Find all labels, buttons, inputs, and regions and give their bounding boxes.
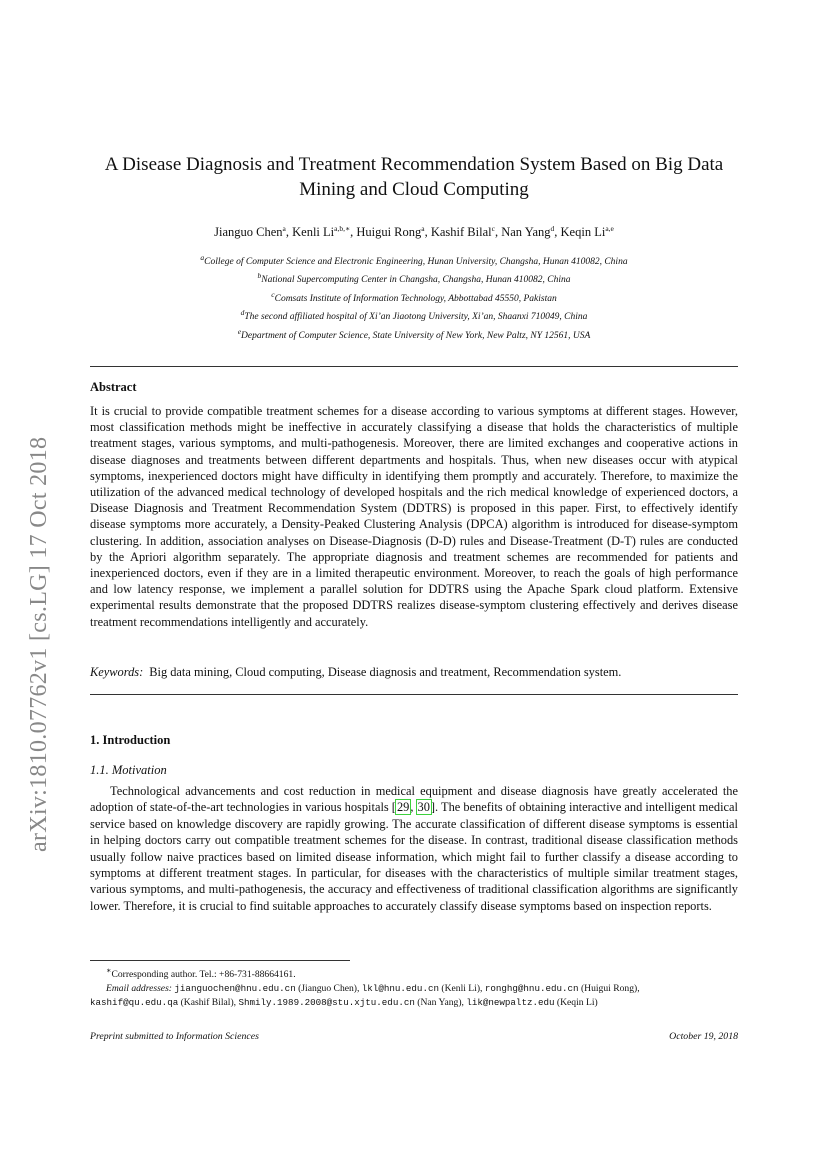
email-link[interactable]: lkl@hnu.edu.cn — [361, 983, 439, 995]
email-link[interactable]: ronghg@hnu.edu.cn — [484, 983, 579, 995]
keywords-text: Big data mining, Cloud computing, Disease diagnosis and treatment, Recommendation system. — [149, 665, 622, 679]
footer-preprint-note: Preprint submitted to Information Sciences — [90, 1031, 259, 1042]
footnote-rule — [90, 960, 350, 961]
corresponding-author-note: ∗Corresponding author. Tel.: +86-731-88664161. — [106, 966, 296, 981]
author-list — [90, 221, 738, 240]
keywords-line — [90, 664, 738, 680]
email-addresses: Email addresses: jianguochen@hnu.edu.cn (Jianguo Chen), lkl@hnu.edu.cn (Kenli Li), ronghg@hnu.edu.cn (Huigui Rong), — [106, 983, 640, 995]
arxiv-identifier: arXiv:1810.07762v1 [cs.LG] 17 Oct 2018 — [26, 436, 52, 852]
citation-link[interactable]: 29 — [396, 800, 410, 815]
affiliation-list — [90, 251, 738, 343]
author: Kenli $Li^{a,b,∗}$, — [292, 224, 357, 240]
subsection-heading: 1.1. Motivation — [90, 763, 167, 777]
email-addresses-cont: kashif@qu.edu.qa (Kashif Bilal), Shmily.1989.2008@stu.xjtu.edu.cn (Nan Yang), lik@newpaltz.edu (Keqin Li) — [90, 997, 598, 1009]
author: Keqin Li$^{a,e}$ — [560, 224, 614, 240]
footer-date: October 19, 2018 — [669, 1031, 738, 1042]
email-link[interactable]: jianguochen@hnu.edu.cn — [174, 983, 296, 995]
paper-title: A Disease Diagnosis and Treatment Recommendation System Based on Big Data Mining and Cloud Computing — [104, 154, 724, 200]
keywords-label: Keywords: — [90, 665, 144, 679]
affiliation: $^e$Department of Computer Science, State University of New York, New Paltz, NY 12561, USA — [237, 326, 591, 341]
footnote — [90, 964, 738, 1010]
abstract-bottom-rule — [90, 694, 738, 695]
abstract-top-rule — [90, 366, 738, 367]
author: Kashif Bilal$^c$, — [430, 224, 502, 240]
citation-link[interactable]: 30 — [417, 800, 430, 815]
arxiv-side-stamp — [24, 362, 54, 852]
introduction-paragraph: Technological advancements and cost reduction in medical equipment and disease diagnosis have greatly accelerated the adoption of state-of-the-art technologies in various hospitals [29, 30]. The benefits of obtaining interactive and intelligent medical service based on knowledge discovery are rapidly growing. The accurate classification of different disease symptoms is essential in helping doctors carry out compatible treatment schemes for the disease. In contrast, traditional disease classification methods usually follow naive practices based on limited disease information, which might fail to further classify a disease according to symptoms at different treatment stages. In particular, for diseases with the characteristics of multiple similar treatment stages, various symptoms, and multi-pathogenesis, the accuracy and effectiveness of traditional classification algorithms are significantly lower. Therefore, it is crucial to find suitable approaches to accurately classify disease symptoms based on inspection reports. — [90, 784, 738, 913]
section-heading: 1. Introduction — [90, 733, 171, 747]
abstract-text: It is crucial to provide compatible treatment schemes for a disease according to various symptoms at different stages. However, most classification methods might be ineffective in accurately classifying a disease that holds the characteristics of multiple treatment stages, various symptoms, and multi-pathogenesis. Moreover, there are limited exchanges and cooperative actions in disease diagnoses and treatments between different departments and hospitals. Thus, when new diseases occur with atypical symptoms, inexperienced doctors might have difficulty in identifying them promptly and accurately. Therefore, to maximize the utilization of the advanced medical technology of developed hospitals and the rich medical knowledge of experienced doctors, a Disease Diagnosis and Treatment Recommendation System (DDTRS) is proposed in this paper. First, to effectively identify disease symptoms more accurately, a Density-Peaked Clustering Analysis (DPCA) algorithm is introduced for disease-symptom clustering. In addition, association analyses on Disease-Diagnosis (D-D) rules and Disease-Treatment (D-T) rules are conducted by the Apriori algorithm separately. The appropriate diagnosis and treatment schemes are recommended for patients and inexperienced doctors, even if they are in a limited therapeutic environment. Moreover, to reach the goals of high performance and low latency response, we implement a parallel solution for DDTRS using the Apache Spark cloud platform. Extensive experimental results demonstrate that the proposed DDTRS realizes disease-symptom clustering effectively and derives disease treatment recommendations intelligently and accurately. — [90, 404, 738, 629]
affiliation: $^a$College of Computer Science and Electronic Engineering, Hunan University, Changsha, Hunan 410082, China — [200, 253, 628, 268]
email-link[interactable]: kashif@qu.edu.qa — [90, 997, 179, 1009]
author: Jianguo Chen$^a$, — [214, 224, 293, 240]
email-link[interactable]: Shmily.1989.2008@stu.xjtu.edu.cn — [238, 997, 415, 1009]
abstract-heading: Abstract — [90, 380, 137, 394]
author: Nan Yang$^d$, — [501, 224, 561, 240]
author: Huigui Rong$^a$, — [356, 224, 431, 240]
affiliation: $^b$National Supercomputing Center in Changsha, Changsha, Hunan 410082, China — [257, 271, 571, 286]
affiliation: $^d$The second affiliated hospital of Xi’an Jiaotong University, Xi’an, Shaanxi 710049, China — [240, 308, 588, 323]
email-link[interactable]: lik@newpaltz.edu — [466, 997, 555, 1009]
affiliation: $^c$Comsats Institute of Information Technology, Abbottabad 45550, Pakistan — [271, 289, 557, 305]
